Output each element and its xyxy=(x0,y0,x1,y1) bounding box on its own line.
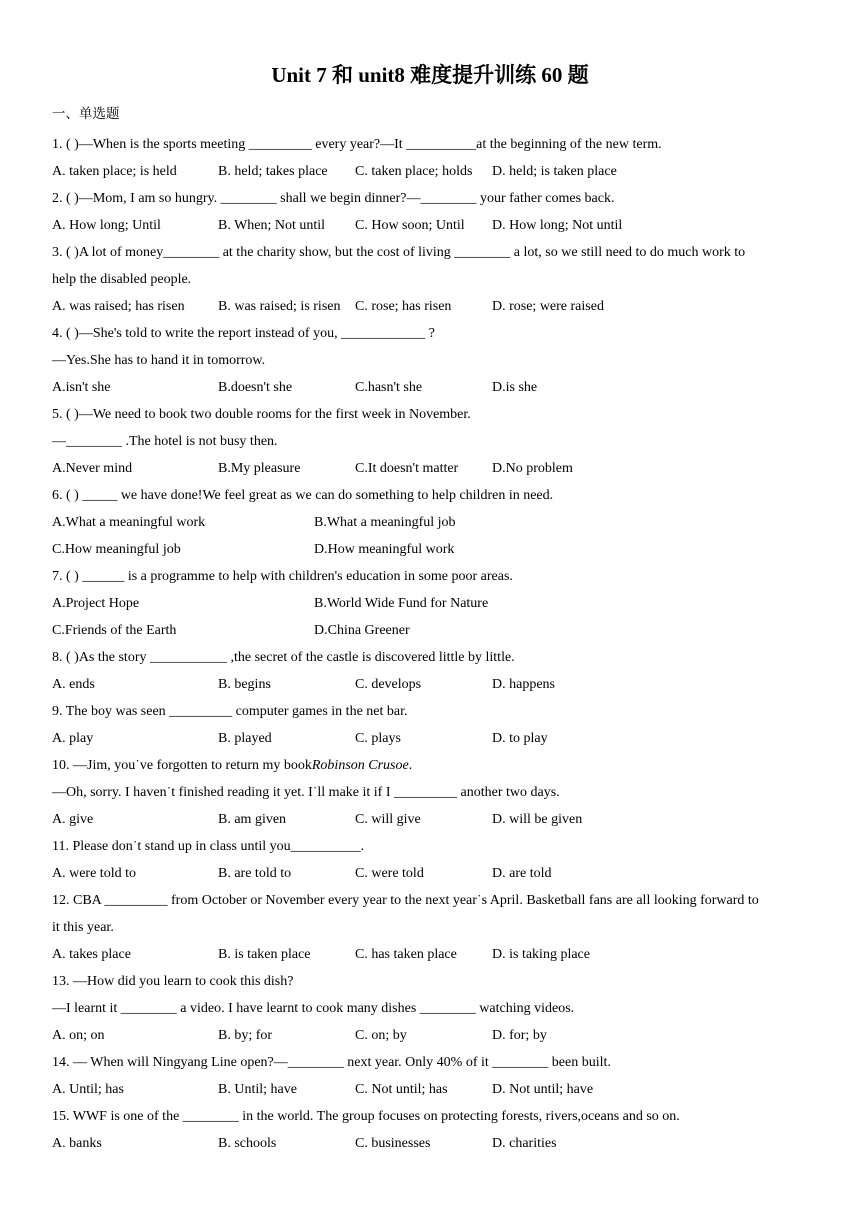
answer-option[interactable]: B.doesn't she xyxy=(218,380,293,395)
options-row xyxy=(52,1076,810,1103)
answer-option[interactable]: A.Project Hope xyxy=(52,596,140,611)
answer-option[interactable]: B.What a meaningful job xyxy=(314,515,456,530)
question-text xyxy=(52,266,810,293)
answer-option[interactable]: D. are told xyxy=(492,866,552,881)
text-run: it this year. xyxy=(52,920,114,935)
book-title: Robinson Crusoe xyxy=(311,758,409,773)
answer-option[interactable]: C. Not until; has xyxy=(355,1082,448,1097)
answer-option[interactable]: A. How long; Until xyxy=(52,218,161,233)
text-run: 1. ( )—When is the sports meeting _________ every year?—It __________at the beginning of the new term. xyxy=(52,137,662,152)
answer-option[interactable]: B. played xyxy=(218,731,272,746)
answer-option[interactable]: C.Friends of the Earth xyxy=(52,623,177,638)
text-run: 8. ( )As the story ___________ ,the secret of the castle is discovered little by little. xyxy=(52,650,515,665)
answer-option[interactable]: A. taken place; is held xyxy=(52,164,177,179)
answer-option[interactable]: C. will give xyxy=(355,812,421,827)
section-heading: 一、单选题 xyxy=(52,106,120,122)
answer-option[interactable]: C. How soon; Until xyxy=(355,218,465,233)
question-text xyxy=(52,698,810,725)
answer-option[interactable]: B. held; takes place xyxy=(218,164,328,179)
answer-option[interactable]: D. rose; were raised xyxy=(492,299,604,314)
question-text xyxy=(52,995,810,1022)
answer-option[interactable]: A. takes place xyxy=(52,947,131,962)
text-run: help the disabled people. xyxy=(52,272,192,287)
text-run: —Oh, sorry. I haven˙t finished reading it yet. I˙ll make it if I _________ another two days. xyxy=(52,785,560,800)
options-row xyxy=(52,806,810,833)
options-row xyxy=(52,590,810,617)
answer-option[interactable]: C. were told xyxy=(355,866,424,881)
answer-option[interactable]: A. on; on xyxy=(52,1028,105,1043)
answer-option[interactable]: B.My pleasure xyxy=(218,461,301,476)
answer-option[interactable]: B. by; for xyxy=(218,1028,273,1043)
options-row xyxy=(52,374,810,401)
answer-option[interactable]: D.China Greener xyxy=(314,623,410,638)
text-run: —________ .The hotel is not busy then. xyxy=(52,434,278,449)
text-run: 6. ( ) _____ we have done!We feel great as we can do something to help children in need. xyxy=(52,488,554,503)
answer-option[interactable]: B. is taken place xyxy=(218,947,311,962)
answer-option[interactable]: D. happens xyxy=(492,677,555,692)
answer-option[interactable]: C. rose; has risen xyxy=(355,299,452,314)
answer-option[interactable]: A. banks xyxy=(52,1136,102,1151)
text-run: 5. ( )—We need to book two double rooms for the first week in November. xyxy=(52,407,471,422)
answer-option[interactable]: B. schools xyxy=(218,1136,277,1151)
answer-option[interactable]: A. play xyxy=(52,731,94,746)
answer-option[interactable]: D. for; by xyxy=(492,1028,547,1043)
question-text xyxy=(52,131,810,158)
answer-option[interactable]: C. develops xyxy=(355,677,422,692)
answer-option[interactable]: C.hasn't she xyxy=(355,380,423,395)
question-text xyxy=(52,482,810,509)
text-run: 12. CBA _________ from October or November every year to the next year˙s April. Basketball fans are all looking forward to xyxy=(52,893,759,908)
answer-option[interactable]: D. Not until; have xyxy=(492,1082,594,1097)
answer-option[interactable]: D. held; is taken place xyxy=(492,164,617,179)
question-text xyxy=(52,752,810,779)
answer-option[interactable]: A.isn't she xyxy=(52,380,111,395)
answer-option[interactable]: A. ends xyxy=(52,677,95,692)
text-run: 3. ( )A lot of money________ at the charity show, but the cost of living ________ a lot, so we still need to do much work to xyxy=(52,245,746,260)
question-text xyxy=(52,320,810,347)
text-run: 13. —How did you learn to cook this dish? xyxy=(52,974,294,989)
answer-option[interactable]: C. on; by xyxy=(355,1028,407,1043)
answer-option[interactable]: C.How meaningful job xyxy=(52,542,181,557)
options-row xyxy=(52,536,810,563)
question-text xyxy=(52,779,810,806)
question-text xyxy=(52,833,810,860)
options-row xyxy=(52,725,810,752)
text-run: . xyxy=(408,758,413,773)
question-text xyxy=(52,968,810,995)
answer-option[interactable]: B. am given xyxy=(218,812,287,827)
options-row xyxy=(52,941,810,968)
answer-option[interactable]: A.What a meaningful work xyxy=(52,515,206,530)
options-row xyxy=(52,455,810,482)
question-text xyxy=(52,563,810,590)
answer-option[interactable]: B. Until; have xyxy=(218,1082,297,1097)
text-run: 10. —Jim, you˙ve forgotten to return my book xyxy=(52,758,312,773)
answer-option[interactable]: D. charities xyxy=(492,1136,557,1151)
question-text xyxy=(52,914,810,941)
text-run: 15. WWF is one of the ________ in the world. The group focuses on protecting forests, rivers,oceans and so on. xyxy=(52,1109,680,1124)
answer-option[interactable]: C.It doesn't matter xyxy=(355,461,459,476)
answer-option[interactable]: D. will be given xyxy=(492,812,583,827)
answer-option[interactable]: A.Never mind xyxy=(52,461,133,476)
answer-option[interactable]: A. was raised; has risen xyxy=(52,299,185,314)
question-text xyxy=(52,401,810,428)
options-row xyxy=(52,671,810,698)
answer-option[interactable]: C. businesses xyxy=(355,1136,431,1151)
answer-option[interactable]: D. is taking place xyxy=(492,947,590,962)
answer-option[interactable]: A. give xyxy=(52,812,94,827)
options-row xyxy=(52,293,810,320)
answer-option[interactable]: A. were told to xyxy=(52,866,136,881)
question-text xyxy=(52,428,810,455)
answer-option[interactable]: D. to play xyxy=(492,731,548,746)
options-row xyxy=(52,158,810,185)
text-run: 9. The boy was seen _________ computer games in the net bar. xyxy=(52,704,408,719)
options-row xyxy=(52,1130,810,1157)
question-text xyxy=(52,347,810,374)
answer-option[interactable]: C. plays xyxy=(355,731,401,746)
text-run: —I learnt it ________ a video. I have learnt to cook many dishes ________ watching videos. xyxy=(52,1001,575,1016)
question-text xyxy=(52,1049,810,1076)
answer-option[interactable]: D.is she xyxy=(492,380,538,395)
answer-option[interactable]: B. begins xyxy=(218,677,271,692)
options-row xyxy=(52,212,810,239)
options-row xyxy=(52,509,810,536)
options-row xyxy=(52,1022,810,1049)
answer-option[interactable]: D.No problem xyxy=(492,461,573,476)
question-text xyxy=(52,1103,810,1130)
answer-option[interactable]: A. Until; has xyxy=(52,1082,124,1097)
question-text xyxy=(52,239,810,266)
answer-option[interactable]: B. was raised; is risen xyxy=(218,299,341,314)
answer-option[interactable]: C. has taken place xyxy=(355,947,457,962)
question-text xyxy=(52,185,810,212)
text-run: 11. Please don˙t stand up in class until you__________. xyxy=(52,839,365,854)
page-title: Unit 7 和 unit8 难度提升训练 60 题 xyxy=(271,63,589,87)
question-text xyxy=(52,887,810,914)
text-run: 2. ( )—Mom, I am so hungry. ________ shall we begin dinner?—________ your father comes back. xyxy=(52,191,615,206)
answer-option[interactable]: B. are told to xyxy=(218,866,292,881)
options-row xyxy=(52,860,810,887)
answer-option[interactable]: C. taken place; holds xyxy=(355,164,473,179)
text-run: 14. — When will Ningyang Line open?—________ next year. Only 40% of it ________ been built. xyxy=(52,1055,611,1070)
options-row xyxy=(52,617,810,644)
question-text xyxy=(52,644,810,671)
text-run: 4. ( )—She's told to write the report instead of you, ____________ ? xyxy=(52,326,435,341)
text-run: —Yes.She has to hand it in tomorrow. xyxy=(52,353,266,368)
text-run: 7. ( ) ______ is a programme to help with children's education in some poor areas. xyxy=(52,569,513,584)
answer-option[interactable]: D. How long; Not until xyxy=(492,218,623,233)
answer-option[interactable]: B.World Wide Fund for Nature xyxy=(314,596,489,611)
answer-option[interactable]: D.How meaningful work xyxy=(314,542,455,557)
answer-option[interactable]: B. When; Not until xyxy=(218,218,326,233)
